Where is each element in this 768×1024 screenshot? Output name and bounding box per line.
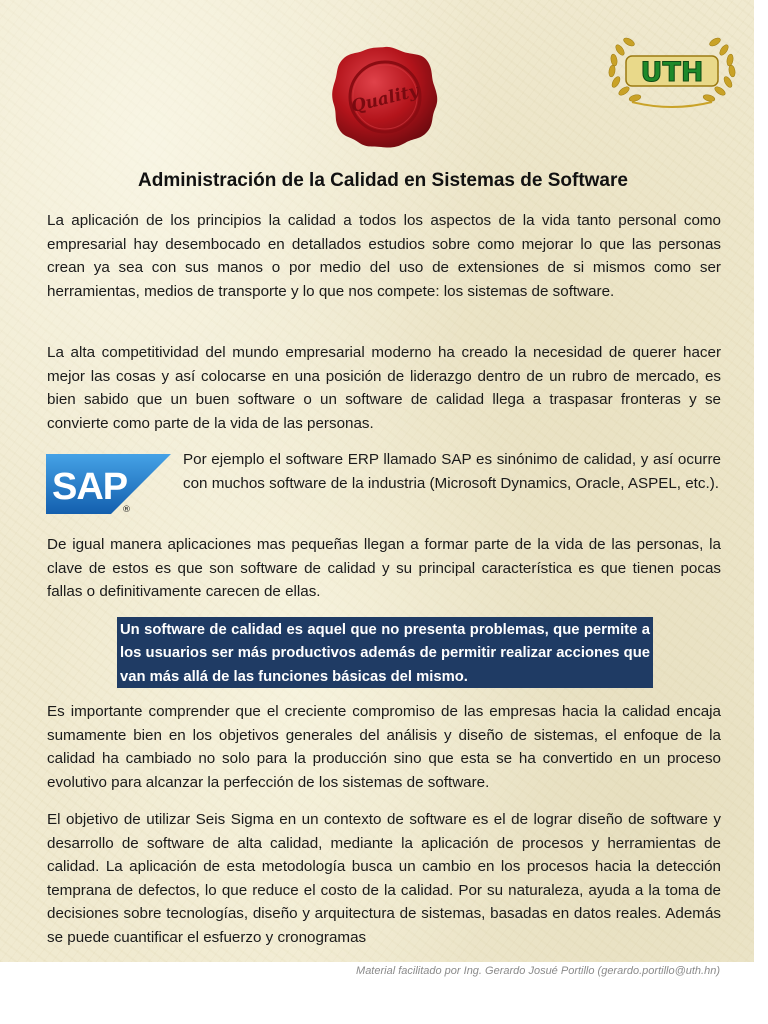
definition-callout [117, 617, 653, 688]
paragraph-commitment: Es importante comprender que el creciente compromiso de las empresas hacia la calidad encaja sumamente bien en los objetivos generales del análisis y diseño de sistemas, el enfoque de la calidad ha cambiado no solo para la producción sino que esta se ha convertido en un proceso evolutivo para alcanzar la perfección de los sistemas de software. [47, 703, 721, 791]
quality-wax-seal-icon [330, 44, 440, 150]
sap-logo-icon [46, 454, 171, 514]
uth-logo-icon [602, 34, 742, 110]
definition-callout-text: Un software de calidad es aquel que no presenta problemas, que permite a los usuarios ser más productivos además de permitir realizar acciones que van más allá de las funciones básicas del mismo. [120, 622, 650, 685]
sap-logo-text: SAP [52, 466, 128, 508]
sap-registered-mark: ® [122, 505, 131, 514]
paragraph-competitiveness: La alta competitividad del mundo empresarial moderno ha creado la necesidad de querer hacer mejor las cosas y así colocarse en una posición de liderazgo dentro de un rubro de mercado, es bien sabido que un buen software o un software de calidad llega a traspasar fronteras y se convierte como parte de la vida de las personas. [47, 344, 721, 432]
page-footer: Material facilitado por Ing. Gerardo Josué Portillo (gerardo.portillo@uth.hn) [356, 965, 720, 977]
paragraph-small-apps: De igual manera aplicaciones mas pequeñas llegan a formar parte de la vida de las personas, la clave de estos es que son software de calidad y su principal característica es que tienen pocas fallas o definitivamente carecen de ellas. [47, 536, 721, 601]
paragraph-six-sigma: El objetivo de utilizar Seis Sigma en un contexto de software es el de lograr diseño de software y desarrollo de software de alta calidad, mediante la aplicación de procesos y herramientas de calidad. La aplicación de esta metodología busca un cambio en los procesos hacia la detección temprana de defectos, lo que reduce el costo de la calidad. Por su naturaleza, ayuda a la toma de decisiones sobre tecnologías, diseño y arquitectura de sistemas, basadas en datos reales. Además se puede cuantificar el esfuerzo y cronogramas [47, 811, 721, 946]
uth-logo-text: UTH [640, 57, 704, 88]
seal-text: Quality [349, 80, 421, 118]
paragraph-intro: La aplicación de los principios la calidad a todos los aspectos de la vida tanto personal como empresarial hay desembocado en detallados estudios sobre como mejorar lo que las personas crean ya sea con sus manos o por medio del uso de extensiones de si mismos como ser herramientas, medios de transporte y lo que nos compete: los sistemas de software. [47, 212, 721, 300]
document-title: Administración de la Calidad en Sistemas de Software [138, 170, 628, 191]
paragraph-sap-example: Por ejemplo el software ERP llamado SAP es sinónimo de calidad, y así ocurre con muchos software de la industria (Microsoft Dynamics, Oracle, ASPEL, etc.). [183, 451, 721, 492]
